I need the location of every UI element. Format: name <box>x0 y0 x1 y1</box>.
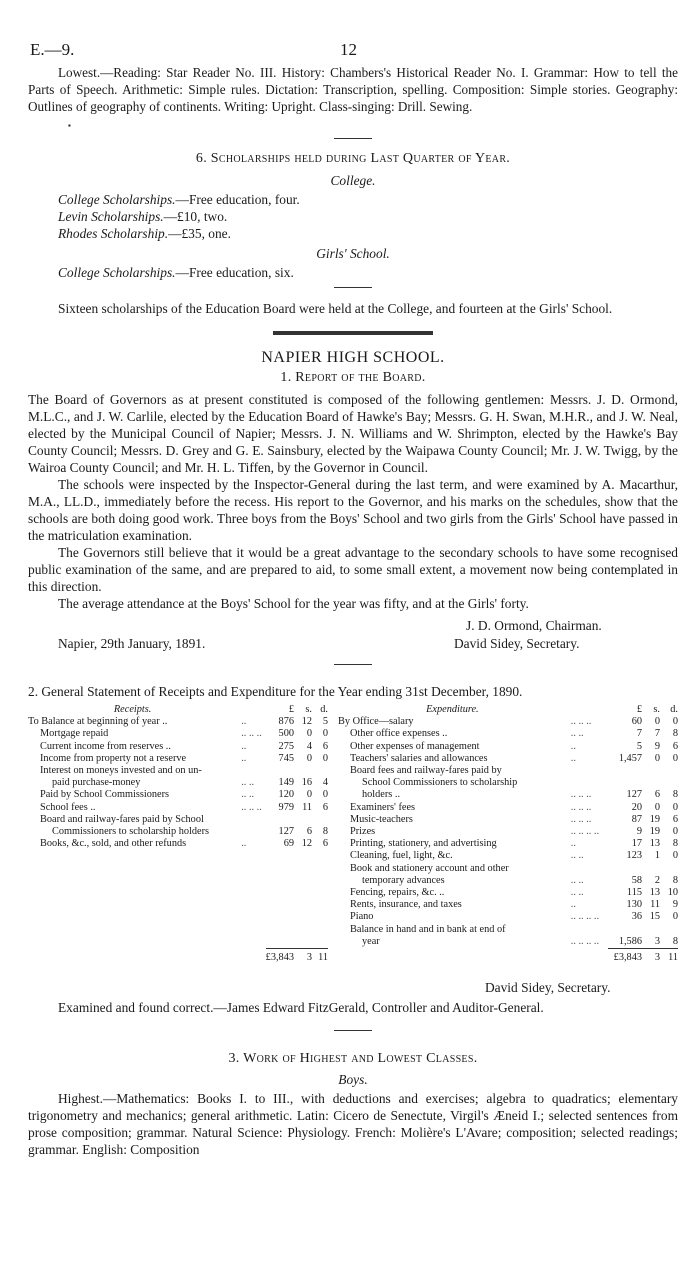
shillings-value: 1 <box>654 850 660 862</box>
scholarship-detail: —£35, one. <box>168 226 231 241</box>
ledger-total-row <box>28 948 328 964</box>
pounds-value <box>608 924 642 936</box>
leader-dots: .. <box>241 752 247 764</box>
ledger-row <box>28 802 328 814</box>
ledger-row <box>338 716 678 728</box>
ledger-row <box>338 826 678 838</box>
pounds-value: 87 <box>631 813 642 825</box>
pence-value <box>312 765 328 777</box>
ledger-row <box>338 765 678 777</box>
col-pence: d. <box>670 704 678 715</box>
page-header <box>28 0 678 59</box>
ledger-label: year <box>362 935 380 947</box>
ledger-label: Board and railway-fares paid by School <box>40 813 204 825</box>
shillings-value: 4 <box>306 740 312 752</box>
pounds-value: 876 <box>278 716 294 728</box>
scholarship-item <box>28 191 678 208</box>
pence-value <box>660 924 678 936</box>
leader-dots: .. .. <box>570 850 584 862</box>
ledger-label: Balance in hand and in bank at end of <box>350 923 506 935</box>
leader-dots <box>237 826 265 838</box>
ledger-row <box>338 911 678 923</box>
shillings-value: 11 <box>650 899 660 911</box>
ledger-row <box>338 728 678 740</box>
leader-dots <box>237 814 265 826</box>
shillings-value: 9 <box>654 740 660 752</box>
pence-value: 0 <box>672 826 678 838</box>
leader-dots: .. .. .. <box>570 801 592 813</box>
report-heading: 1. Report of the Board. <box>280 370 426 385</box>
leader-dots: .. .. .. .. <box>570 826 600 838</box>
ledger-total-row <box>338 948 678 964</box>
shillings-value: 7 <box>654 728 660 740</box>
total-pounds: £3,843 <box>266 948 294 964</box>
ledger-label: Commissioners to scholarship holders <box>52 826 210 838</box>
ledger-row <box>338 789 678 801</box>
pence-value: 8 <box>672 935 678 947</box>
ledger-row <box>28 826 328 838</box>
pounds-value: 5 <box>636 740 642 752</box>
total-shillings: 3 <box>642 948 660 964</box>
shillings-value: 0 <box>654 752 660 764</box>
receipts-table <box>28 704 328 964</box>
pounds-value: 20 <box>631 801 642 813</box>
scholarship-name: Rhodes Scholarship. <box>58 226 169 241</box>
ledger-label: Rents, insurance, and taxes <box>350 899 462 911</box>
shillings-value <box>642 777 660 789</box>
pence-value: 9 <box>672 899 678 911</box>
pence-value: 6 <box>322 838 328 850</box>
ledger-row <box>28 777 328 789</box>
shillings-value: 19 <box>649 813 660 825</box>
col-shillings: s. <box>305 704 312 715</box>
ledger-row <box>338 802 678 814</box>
leader-dots: .. .. <box>570 887 584 899</box>
pounds-value: 115 <box>626 887 642 899</box>
ledger-label: Other office expenses .. <box>350 728 448 740</box>
pence-value: 8 <box>672 838 678 850</box>
pence-value <box>660 863 678 875</box>
leader-dots: .. <box>570 752 576 764</box>
report-paragraph-3: The Governors still believe that it would be a great advantage to the secondary schools to have some recognised public examination of the same, and are prepared to aid, to some small extent, a movement now being contemplated in this direction. <box>28 545 678 594</box>
shillings-value: 3 <box>654 935 660 947</box>
auditor-note: Examined and found correct.—James Edward FitzGerald, Controller and Auditor-General. <box>58 999 544 1015</box>
ledger-row <box>28 765 328 777</box>
report-signatures <box>28 618 678 658</box>
pounds-value <box>266 814 294 826</box>
ledger-row <box>28 728 328 740</box>
report-paragraph-1: The Board of Governors as at present constituted is composed of the following gentlemen: Messrs. J. D. Ormond, M.L.C., and J. W. Carlile, elected by the Education Board of Hawke's Bay; Messrs. G. H. Swan, M.H.R., and J. W. Neal, elected by the Municipal Council of Napier; Messrs. J. N. Williams and W. Shrimpton, elected by the Hawke's Bay County Council; Messrs. D. Grey and G. E. Sainsbury, elected by the Waipawa County Council; Mr. J. W. Twigg, by the Wairoa County Council; and Mr. H. L. Tiffen, by the Governor in Council. <box>28 392 678 475</box>
pence-value: 8 <box>672 789 678 801</box>
pence-value: 10 <box>667 887 678 899</box>
leader-dots: .. <box>241 716 247 728</box>
shillings-value <box>642 765 660 777</box>
pounds-value <box>608 863 642 875</box>
pounds-value: 745 <box>278 752 294 764</box>
statement-secretary: David Sidey, Secretary. <box>485 979 611 995</box>
shillings-value: 13 <box>649 838 660 850</box>
pounds-value: 17 <box>631 838 642 850</box>
leader-dots: .. .. .. <box>241 801 262 813</box>
pounds-value <box>608 777 642 789</box>
pence-value: 6 <box>322 801 328 813</box>
leader-dots: .. .. <box>570 874 584 886</box>
ledger-label: Other expenses of management <box>350 740 480 752</box>
pounds-value: 69 <box>283 838 294 850</box>
pence-value: 0 <box>672 752 678 764</box>
pence-value: 6 <box>672 740 678 752</box>
scholarship-name: College Scholarships. <box>58 192 176 207</box>
pounds-value: 7 <box>636 728 642 740</box>
expenditure-label: Expenditure. <box>426 704 479 715</box>
col-pence: d. <box>320 704 328 715</box>
ledger-label: Income from property not a reserve <box>40 752 187 764</box>
girls-subheading: Girls' School. <box>316 246 390 261</box>
page <box>28 0 678 1158</box>
page-number: 12 <box>340 40 357 59</box>
pounds-value <box>608 765 642 777</box>
ledger-row <box>338 850 678 862</box>
college-scholarship-list <box>28 191 678 242</box>
ledger-label: holders .. <box>362 789 401 801</box>
pounds-value: 60 <box>631 716 642 728</box>
ledger-label: School Commissioners to scholarship <box>362 777 518 789</box>
pence-value: 0 <box>672 850 678 862</box>
ledger-label: temporary advances <box>362 874 445 886</box>
pounds-value: 127 <box>626 789 642 801</box>
ledger-row <box>338 753 678 765</box>
shillings-value: 0 <box>306 752 312 764</box>
scholarship-item <box>28 264 678 281</box>
scholarship-item <box>28 208 678 225</box>
ledger-label: Music-teachers <box>350 813 413 825</box>
pence-value: 0 <box>322 752 328 764</box>
school-title: NAPIER HIGH SCHOOL. <box>261 349 445 366</box>
leader-dots: .. .. <box>241 789 255 801</box>
pence-value: 6 <box>322 740 328 752</box>
ledger-label: Interest on moneys invested and on un- <box>40 765 202 777</box>
leader-dots: .. .. .. .. <box>570 911 600 923</box>
leader-dots: .. .. .. <box>570 789 592 801</box>
ledger-row <box>338 838 678 850</box>
leader-dots: .. .. <box>570 728 584 740</box>
shillings-value <box>294 765 312 777</box>
report-date: Napier, 29th January, 1891. <box>58 636 206 651</box>
report-paragraph-4: The average attendance at the Boys' School for the year was fifty, and at the Girls' forty. <box>58 596 529 611</box>
ledger-row <box>338 924 678 936</box>
ledger-label: By Office—salary <box>338 716 414 728</box>
pounds-value: 123 <box>626 850 642 862</box>
ledger-label: paid purchase-money <box>52 777 141 789</box>
statement-heading-text: 2. General Statement of Receipts and Expenditure for the Year ending 31st December, 1890. <box>28 684 523 699</box>
col-shillings: s. <box>653 704 660 715</box>
leader-dots: .. <box>570 838 576 850</box>
lowest-class-paragraph: Lowest.—Reading: Star Reader No. III. History: Chambers's Historical Reader No. I. Grammar: How to tell the Parts of Speech. Arithmetic: Simple rules. Dictation: Transcription, spelling. Composition: Simple stories. Geography: Outlines of geography of continents. Writing: Upright. Class-singing: Drill. Sewing. <box>28 65 678 114</box>
pence-value <box>312 814 328 826</box>
ledger-label: Mortgage repaid <box>40 728 109 740</box>
report-paragraph-2: The schools were inspected by the Inspector-General during the last term, and were examined by A. Macarthur, M.A., LL.D., immediately before the recess. His report to the Governor, and his marks on the schedules, show that the schools are both doing good work. Three boys from the Boys' School and two girls from the Girls' School have passed in the matriculation examination. <box>28 477 678 543</box>
leader-dots: .. .. .. .. <box>570 935 600 947</box>
scholarship-detail: —Free education, six. <box>175 265 294 280</box>
shillings-value: 16 <box>301 777 312 789</box>
shillings-value: 11 <box>302 801 312 813</box>
pence-value: 0 <box>672 801 678 813</box>
scholarship-detail: —Free education, four. <box>175 192 300 207</box>
girls-scholarship-list <box>28 264 678 281</box>
ledger-row <box>338 863 678 875</box>
section-label: E.—9. <box>30 40 75 59</box>
pounds-value: 36 <box>631 911 642 923</box>
shillings-value: 6 <box>654 789 660 801</box>
stray-mark: ▪ <box>68 121 71 130</box>
ledger-row <box>338 875 678 887</box>
ledger-row <box>338 899 678 911</box>
ledger-row <box>28 753 328 765</box>
shillings-value: 0 <box>654 801 660 813</box>
ledger-row <box>28 814 328 826</box>
pounds-value: 130 <box>626 899 642 911</box>
ledger-label: Cleaning, fuel, light, &c. <box>350 850 453 862</box>
ledger-label: Prizes <box>350 826 376 838</box>
shillings-value: 12 <box>301 716 312 728</box>
ledger-label: Current income from reserves .. <box>40 740 171 752</box>
pounds-value <box>266 765 294 777</box>
pounds-value: 58 <box>631 874 642 886</box>
col-pounds: £ <box>636 704 642 715</box>
shillings-value: 0 <box>306 728 312 740</box>
pence-value: 8 <box>672 874 678 886</box>
shillings-value: 12 <box>301 838 312 850</box>
statement-heading <box>28 683 678 700</box>
pence-value: 0 <box>322 728 328 740</box>
leader-dots: .. <box>570 740 576 752</box>
pence-value <box>660 777 678 789</box>
highest-class-paragraph: Highest.—Mathematics: Books I. to III., with deductions and exercises; algebra to quadratics; elementary trigonometry and mechanics; general arithmetic. Latin: Cicero de Senectute, Virgil's Æneid I.; selected sentences from prose composition; grammar. Natural Science: Physiology. French: Molière's L'Avare; composition; selected readings; grammar. English: Composition <box>28 1090 678 1157</box>
ledger-row <box>338 777 678 789</box>
ledger-label: Board fees and railway-fares paid by <box>350 765 502 777</box>
shillings-value <box>642 863 660 875</box>
scholarship-name: Levin Scholarships. <box>58 209 164 224</box>
work-heading: 3. Work of Highest and Lowest Classes. <box>228 1050 478 1066</box>
statement-tables <box>28 704 678 964</box>
leader-dots <box>567 924 608 936</box>
pence-value: 0 <box>672 716 678 728</box>
pounds-value: 120 <box>278 789 294 801</box>
pounds-value: 1,457 <box>618 752 642 764</box>
boys-subheading: Boys. <box>338 1071 368 1087</box>
ledger-row <box>28 716 328 728</box>
receipts-label: Receipts. <box>113 704 152 715</box>
pounds-value: 275 <box>278 740 294 752</box>
pounds-value: 127 <box>278 826 294 838</box>
pounds-value: 1,586 <box>618 935 642 947</box>
ledger-label: Piano <box>350 911 374 923</box>
chairman-signature: J. D. Ormond, Chairman. <box>466 618 602 633</box>
ledger-row <box>338 887 678 899</box>
ledger-label: To Balance at beginning of year .. <box>28 716 168 728</box>
total-pence: 11 <box>660 948 678 964</box>
pence-value: 0 <box>672 911 678 923</box>
ledger-label: Examiners' fees <box>350 801 416 813</box>
ledger-row <box>28 838 328 850</box>
total-pounds: £3,843 <box>608 948 642 964</box>
leader-dots <box>237 765 265 777</box>
ledger-row <box>28 789 328 801</box>
scholarship-note: Sixteen scholarships of the Education Board were held at the College, and fourteen at the Girls' School. <box>58 301 613 316</box>
ledger-row <box>28 741 328 753</box>
ledger-row <box>338 741 678 753</box>
pence-value <box>660 765 678 777</box>
pence-value: 0 <box>322 789 328 801</box>
ledger-row <box>338 936 678 948</box>
leader-dots: .. <box>241 838 247 850</box>
secretary-signature: David Sidey, Secretary. <box>454 636 580 651</box>
expenditure-table <box>338 704 678 964</box>
col-pounds: £ <box>288 704 294 715</box>
shillings-value <box>642 924 660 936</box>
shillings-value: 0 <box>306 789 312 801</box>
pounds-value: 500 <box>278 728 294 740</box>
ledger-label: Books, &c., sold, and other refunds <box>40 838 187 850</box>
pounds-value: 979 <box>278 801 294 813</box>
pounds-value: 149 <box>278 777 294 789</box>
ledger-label: Printing, stationery, and advertising <box>350 838 497 850</box>
leader-dots: .. <box>570 899 576 911</box>
leader-dots <box>567 863 608 875</box>
pounds-value: 9 <box>636 826 642 838</box>
pence-value: 4 <box>322 777 328 789</box>
total-shillings: 3 <box>294 948 312 964</box>
ledger-row <box>338 814 678 826</box>
shillings-value: 6 <box>306 826 312 838</box>
leader-dots: .. .. .. <box>241 728 262 740</box>
shillings-value: 2 <box>654 874 660 886</box>
leader-dots: .. .. .. <box>570 716 592 728</box>
shillings-value: 13 <box>649 887 660 899</box>
leader-dots: .. .. <box>241 777 255 789</box>
leader-dots: .. .. .. <box>570 813 592 825</box>
ledger-label: Book and stationery account and other <box>350 862 509 874</box>
leader-dots: .. <box>241 740 247 752</box>
shillings-value: 0 <box>654 716 660 728</box>
ledger-label: Teachers' salaries and allowances <box>350 752 488 764</box>
scholarship-item <box>28 225 678 242</box>
scholarship-detail: —£10, two. <box>163 209 228 224</box>
shillings-value: 19 <box>649 826 660 838</box>
ledger-label: Fencing, repairs, &c. .. <box>350 887 445 899</box>
pence-value: 8 <box>322 826 328 838</box>
ledger-label: Paid by School Commissioners <box>40 789 170 801</box>
scholarship-name: College Scholarships. <box>58 265 176 280</box>
pence-value: 8 <box>672 728 678 740</box>
shillings-value <box>294 814 312 826</box>
pence-value: 6 <box>672 813 678 825</box>
ledger-label: School fees .. <box>40 801 96 813</box>
total-pence: 11 <box>312 948 328 964</box>
leader-dots <box>567 765 608 777</box>
college-subheading: College. <box>330 173 376 188</box>
leader-dots <box>567 777 608 789</box>
scholarships-heading: 6. Scholarships held during Last Quarter of Year. <box>195 151 511 166</box>
shillings-value: 15 <box>649 911 660 923</box>
pence-value: 5 <box>322 716 328 728</box>
